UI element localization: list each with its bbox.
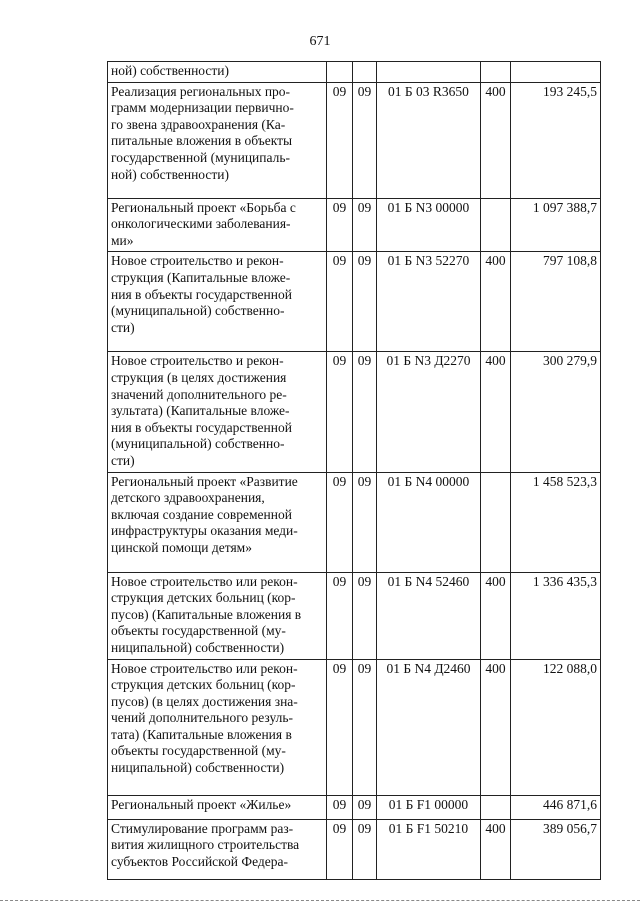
target-article-cell: 01 Б N3 00000 [377,198,481,252]
expense-type-cell: 400 [481,572,511,659]
subsection-code-cell: 09 [353,82,377,198]
expense-name-line: струкция (Капитальные вложе- [111,269,291,285]
amount-cell: 300 279,9 [511,352,601,472]
expense-name-line: детского здравоохранения, [111,490,265,506]
table-row [108,82,601,198]
table-row [108,62,601,83]
budget-table-body [108,62,601,880]
expense-name-line: Новое строительство или рекон- [111,660,298,676]
amount-cell: 1 097 388,7 [511,198,601,252]
expense-name-cell [108,659,327,795]
expense-name-line: чений дополнительного резуль- [111,710,294,726]
expense-type-cell [481,62,511,83]
expense-name-line: тата) (Капитальные вложения в [111,726,292,742]
expense-name-line: грамм модернизации первично- [111,100,294,116]
expense-name-line: Региональный проект «Развитие [111,473,298,489]
section-code-cell: 09 [327,252,353,352]
expense-name-line: струкция (в целях достижения [111,369,287,385]
expense-name-cell [108,819,327,879]
expense-name-line: субъектов Российской Федера- [111,853,288,869]
target-article-cell: 01 Б N4 00000 [377,472,481,572]
table-row [108,795,601,819]
target-article-cell: 01 Б N4 52460 [377,572,481,659]
expense-name-line: ной) собственности) [111,166,230,182]
table-row [108,659,601,795]
expense-name-line: го звена здравоохранения (Ка- [111,116,286,132]
expense-name-line: струкция детских больниц (кор- [111,677,296,693]
expense-name-cell [108,352,327,472]
expense-name-line: ния в объекты государственной [111,419,292,435]
expense-name-line: Новое строительство или рекон- [111,573,298,589]
expense-name-line: значений дополнительного ре- [111,386,287,402]
subsection-code-cell: 09 [353,659,377,795]
section-code-cell: 09 [327,659,353,795]
amount-cell: 193 245,5 [511,82,601,198]
expense-name-line: объекты государственной (му- [111,623,286,639]
expense-name-cell [108,472,327,572]
target-article-cell: 01 Б N3 Д2270 [377,352,481,472]
section-code-cell: 09 [327,572,353,659]
expense-name-line: ной) собственности) [111,63,230,78]
expense-name-line: Региональный проект «Борьба с [111,199,296,215]
expense-name-cell [108,252,327,352]
subsection-code-cell: 09 [353,252,377,352]
amount-cell: 1 336 435,3 [511,572,601,659]
amount-cell: 389 056,7 [511,819,601,879]
budget-table [107,61,601,880]
subsection-code-cell: 09 [353,819,377,879]
expense-name-line: питальные вложения в объекты [111,133,293,149]
subsection-code-cell: 09 [353,472,377,572]
expense-name-line: пусов) (Капитальные вложения в [111,606,302,622]
expense-name-cell [108,572,327,659]
section-code-cell: 09 [327,198,353,252]
expense-name-line: зультата) (Капитальные вложе- [111,403,290,419]
expense-name-line: сти) [111,452,135,468]
subsection-code-cell: 09 [353,572,377,659]
target-article-cell: 01 Б F1 00000 [377,795,481,819]
amount-cell: 1 458 523,3 [511,472,601,572]
target-article-cell [377,62,481,83]
page-bottom-rule [0,900,640,902]
expense-name-line: пусов) (в целях достижения зна- [111,693,298,709]
expense-name-cell [108,795,327,819]
expense-name-cell [108,82,327,198]
section-code-cell: 09 [327,352,353,472]
target-article-cell: 01 Б N4 Д2460 [377,659,481,795]
subsection-code-cell: 09 [353,352,377,472]
expense-name-line: ния в объекты государственной [111,286,292,302]
expense-name-line: ниципальной) собственности) [111,639,285,655]
expense-type-cell [481,795,511,819]
table-row [108,572,601,659]
expense-name-line: государственной (муниципаль- [111,149,291,165]
expense-name-line: струкция детских больниц (кор- [111,590,296,606]
expense-name-line: цинской помощи детям» [111,539,252,555]
expense-type-cell [481,198,511,252]
expense-type-cell: 400 [481,82,511,198]
expense-name-line: Региональный проект «Жилье» [111,796,292,812]
subsection-code-cell: 09 [353,795,377,819]
amount-cell: 122 088,0 [511,659,601,795]
expense-name-line: сти) [111,319,135,335]
section-code-cell: 09 [327,819,353,879]
expense-type-cell: 400 [481,819,511,879]
expense-name-line: вития жилищного строительства [111,837,300,853]
expense-name-line: (муниципальной) собственно- [111,436,285,452]
table-row [108,472,601,572]
expense-name-line: Стимулирование программ раз- [111,820,294,836]
expense-name-line: включая создание современной [111,506,292,522]
amount-cell: 446 871,6 [511,795,601,819]
expense-type-cell: 400 [481,659,511,795]
table-row [108,352,601,472]
expense-type-cell [481,472,511,572]
expense-name-line: (муниципальной) собственно- [111,303,285,319]
section-code-cell: 09 [327,82,353,198]
table-row [108,198,601,252]
subsection-code-cell: 09 [353,198,377,252]
expense-type-cell: 400 [481,252,511,352]
expense-name-cell [108,62,327,83]
amount-cell: 797 108,8 [511,252,601,352]
expense-name-line: Новое строительство и рекон- [111,353,284,369]
target-article-cell: 01 Б F1 50210 [377,819,481,879]
expense-name-line: онкологическими заболевания- [111,216,291,232]
target-article-cell: 01 Б 03 R3650 [377,82,481,198]
table-row [108,252,601,352]
amount-cell [511,62,601,83]
page-number: 671 [309,34,331,49]
section-code-cell: 09 [327,795,353,819]
expense-type-cell: 400 [481,352,511,472]
expense-name-line: объекты государственной (му- [111,743,286,759]
expense-name-line: ниципальной) собственности) [111,760,285,776]
expense-name-line: ми» [111,232,134,248]
expense-name-line: Реализация региональных про- [111,83,291,99]
expense-name-cell [108,198,327,252]
target-article-cell: 01 Б N3 52270 [377,252,481,352]
subsection-code-cell [353,62,377,83]
section-code-cell [327,62,353,83]
section-code-cell: 09 [327,472,353,572]
expense-name-line: Новое строительство и рекон- [111,253,284,269]
expense-name-line: инфраструктуры оказания меди- [111,523,298,539]
table-row [108,819,601,879]
